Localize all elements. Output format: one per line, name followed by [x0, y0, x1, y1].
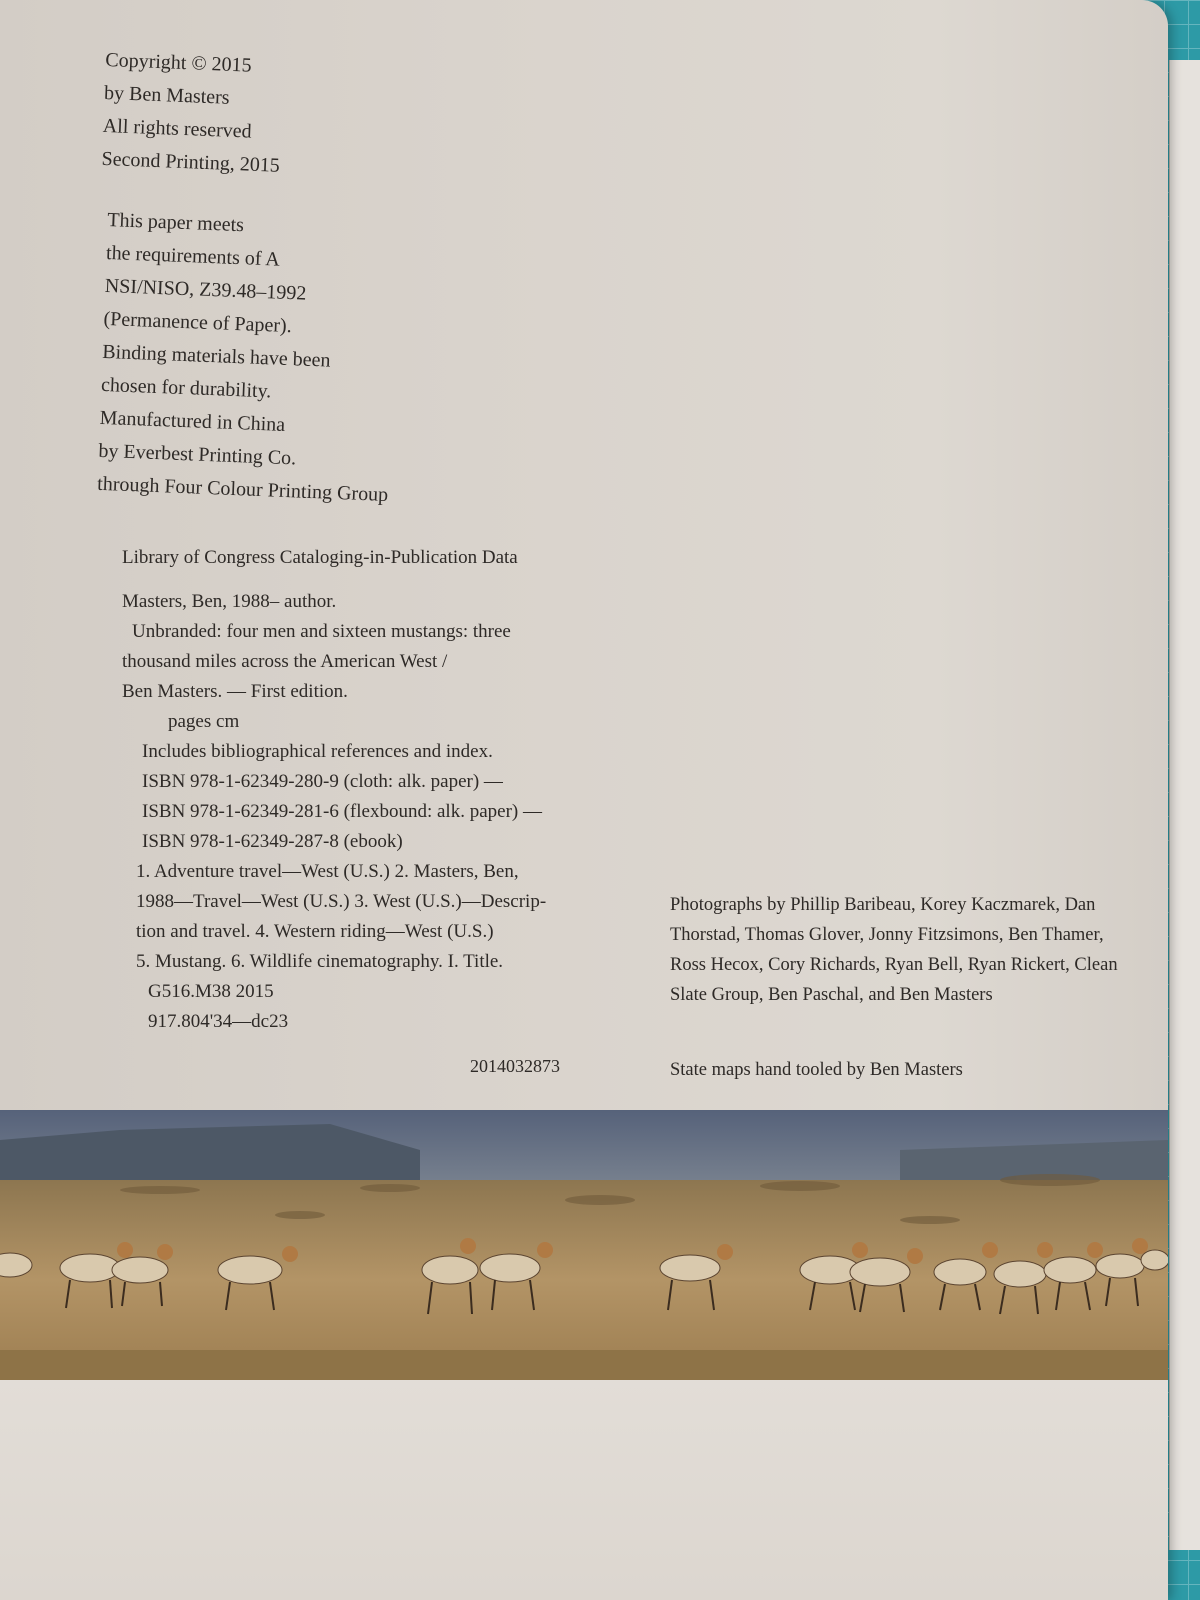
map-credits: State maps hand tooled by Ben Masters	[670, 1060, 963, 1080]
cip-subject-line: 5. Mustang. 6. Wildlife cinematography. I. Title.	[136, 951, 504, 972]
cip-title-line: Unbranded: four men and sixteen mustangs: three	[132, 621, 511, 642]
cip-title-line: Ben Masters. — First edition.	[122, 681, 348, 702]
cip-subject-line: tion and travel. 4. Western riding—West (U.S.)	[136, 921, 494, 942]
paper-line: Manufactured in China	[99, 406, 286, 436]
cip-isbn: ISBN 978-1-62349-287-8 (ebook)	[142, 831, 403, 852]
cip-bibliography: Includes bibliographical references and index.	[142, 741, 493, 762]
page-bottom-margin	[0, 1380, 1168, 1600]
printing-line: Second Printing, 2015	[101, 147, 281, 177]
next-page-edge	[1169, 60, 1200, 1550]
cip-subject-line: 1. Adventure travel—West (U.S.) 2. Masters, Ben,	[136, 861, 519, 882]
cip-title-line: thousand miles across the American West /	[122, 651, 448, 672]
copyright-line: Copyright © 2015	[104, 48, 253, 77]
photo-credits-text: Photographs by Phillip Baribeau, Korey Kaczmarek, Dan Thorstad, Thomas Glover, Jonny Fitzsimons, Ben Thamer, Ross Hecox, Cory Richards, Ryan Bell, Ryan Rickert, Clean Slate Group, Ben Paschal, and Ben Masters	[670, 895, 1118, 1005]
rights-line: All rights reserved	[102, 114, 253, 143]
cip-pages: pages cm	[168, 711, 240, 732]
cip-call-number: G516.M38 2015	[148, 981, 274, 1002]
paper-statement	[97, 204, 399, 512]
paper-line: by Everbest Printing Co.	[98, 439, 297, 470]
cip-subject-line: 1988—Travel—West (U.S.) 3. West (U.S.)—Descrip-	[136, 891, 547, 912]
paper-line: chosen for durability.	[100, 373, 272, 403]
cip-call-number: 917.804'34—dc23	[148, 1011, 289, 1032]
photo-credits	[670, 890, 1140, 1010]
paper-line: This paper meets	[106, 208, 245, 237]
paper-line: the requirements of A	[105, 241, 281, 271]
author-line: by Ben Masters	[103, 81, 230, 109]
pronghorn-photo	[0, 1110, 1168, 1380]
cip-author: Masters, Ben, 1988– author.	[122, 591, 337, 612]
lccn-number: 2014032873	[470, 1056, 560, 1076]
copyright-block	[101, 44, 284, 183]
paper-line: NSI/NISO, Z39.48–1992	[104, 274, 307, 305]
cip-isbn: ISBN 978-1-62349-281-6 (flexbound: alk. paper) —	[142, 801, 542, 822]
cip-data-block	[122, 543, 546, 1037]
cip-isbn: ISBN 978-1-62349-280-9 (cloth: alk. paper) —	[142, 771, 503, 792]
cip-heading: Library of Congress Cataloging-in-Publication Data	[122, 547, 518, 568]
paper-line: through Four Colour Printing Group	[96, 472, 389, 506]
paper-line: Binding materials have been	[101, 340, 331, 372]
paper-line: (Permanence of Paper).	[103, 307, 293, 338]
